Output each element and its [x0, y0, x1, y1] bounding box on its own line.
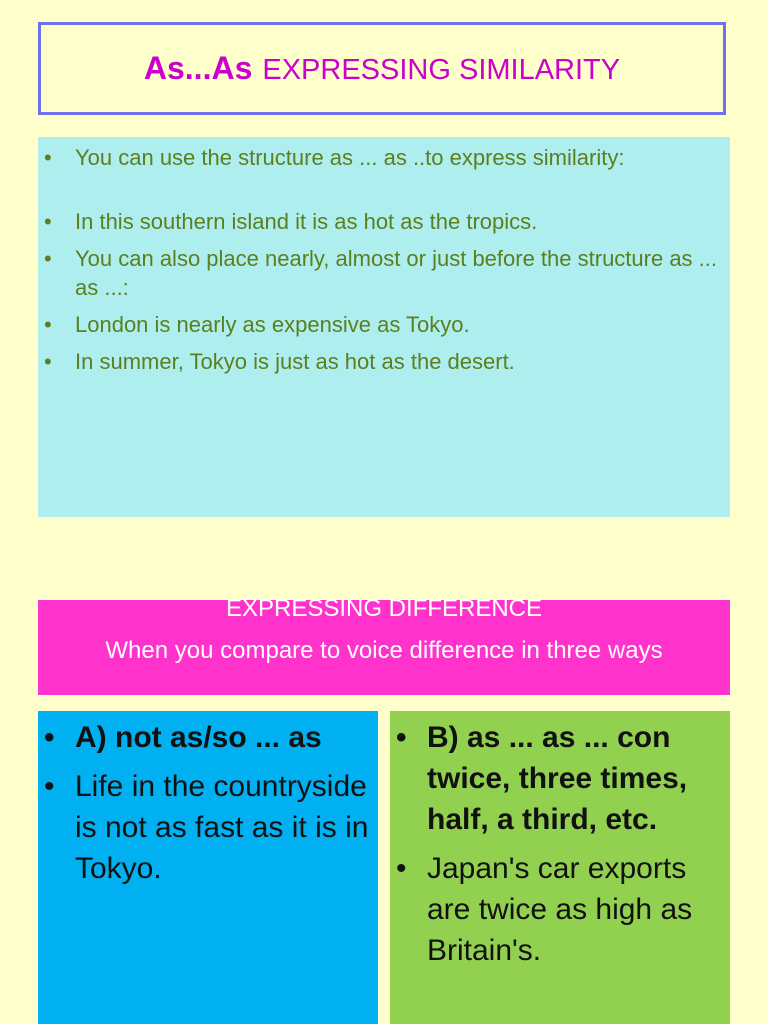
similarity-list [38, 143, 718, 376]
column-b-heading [390, 717, 724, 840]
list-item-text: In summer, Tokyo is just as hot as the desert. [75, 349, 515, 374]
bullet-icon: • [396, 852, 407, 885]
bullet-icon: • [44, 145, 52, 170]
column-a-heading [38, 717, 372, 758]
list-item [38, 310, 718, 339]
bullet-icon: • [44, 349, 52, 374]
page-title [144, 50, 620, 87]
bullet-icon: • [44, 721, 55, 754]
list-item-text: In this southern island it is as hot as the tropics. [75, 209, 538, 234]
bullet-icon: • [44, 209, 52, 234]
column-b-heading-text: B) as ... as ... con twice, three times, half, a third, etc. [427, 721, 688, 836]
column-a-list [38, 717, 372, 889]
list-item [38, 207, 718, 236]
column-a-panel [38, 711, 378, 1024]
bullet-icon: • [396, 721, 407, 754]
difference-banner [38, 600, 730, 695]
list-item-text: You can use the structure as ... as ..to express similarity: [75, 145, 625, 170]
column-b-example [390, 848, 724, 971]
column-a-heading-text: A) not as/so ... as [75, 721, 322, 754]
list-item-text: London is nearly as expensive as Tokyo. [75, 312, 470, 337]
title-subtitle: EXPRESSING SIMILARITY [262, 54, 621, 86]
bullet-icon: • [44, 312, 52, 337]
column-a-example-text: Life in the countryside is not as fast as it is in Tokyo. [75, 770, 369, 885]
difference-title: EXPRESSING DIFFERENCE [225, 600, 543, 622]
list-item-text: You can also place nearly, almost or just before the structure as ... as ...: [75, 246, 718, 300]
difference-description: When you compare to voice difference in three ways [105, 637, 663, 664]
column-b-example-text: Japan's car exports are twice as high as Britain's. [427, 852, 693, 967]
list-item [38, 244, 718, 302]
similarity-panel [38, 137, 730, 517]
column-b-panel [390, 711, 730, 1024]
column-a-example [38, 766, 372, 889]
list-item [38, 143, 718, 172]
bullet-icon: • [44, 770, 55, 803]
list-item [38, 347, 718, 376]
title-main: As...As [143, 50, 253, 86]
bullet-icon: • [44, 246, 52, 271]
column-b-list [390, 717, 724, 971]
title-box [38, 22, 726, 115]
